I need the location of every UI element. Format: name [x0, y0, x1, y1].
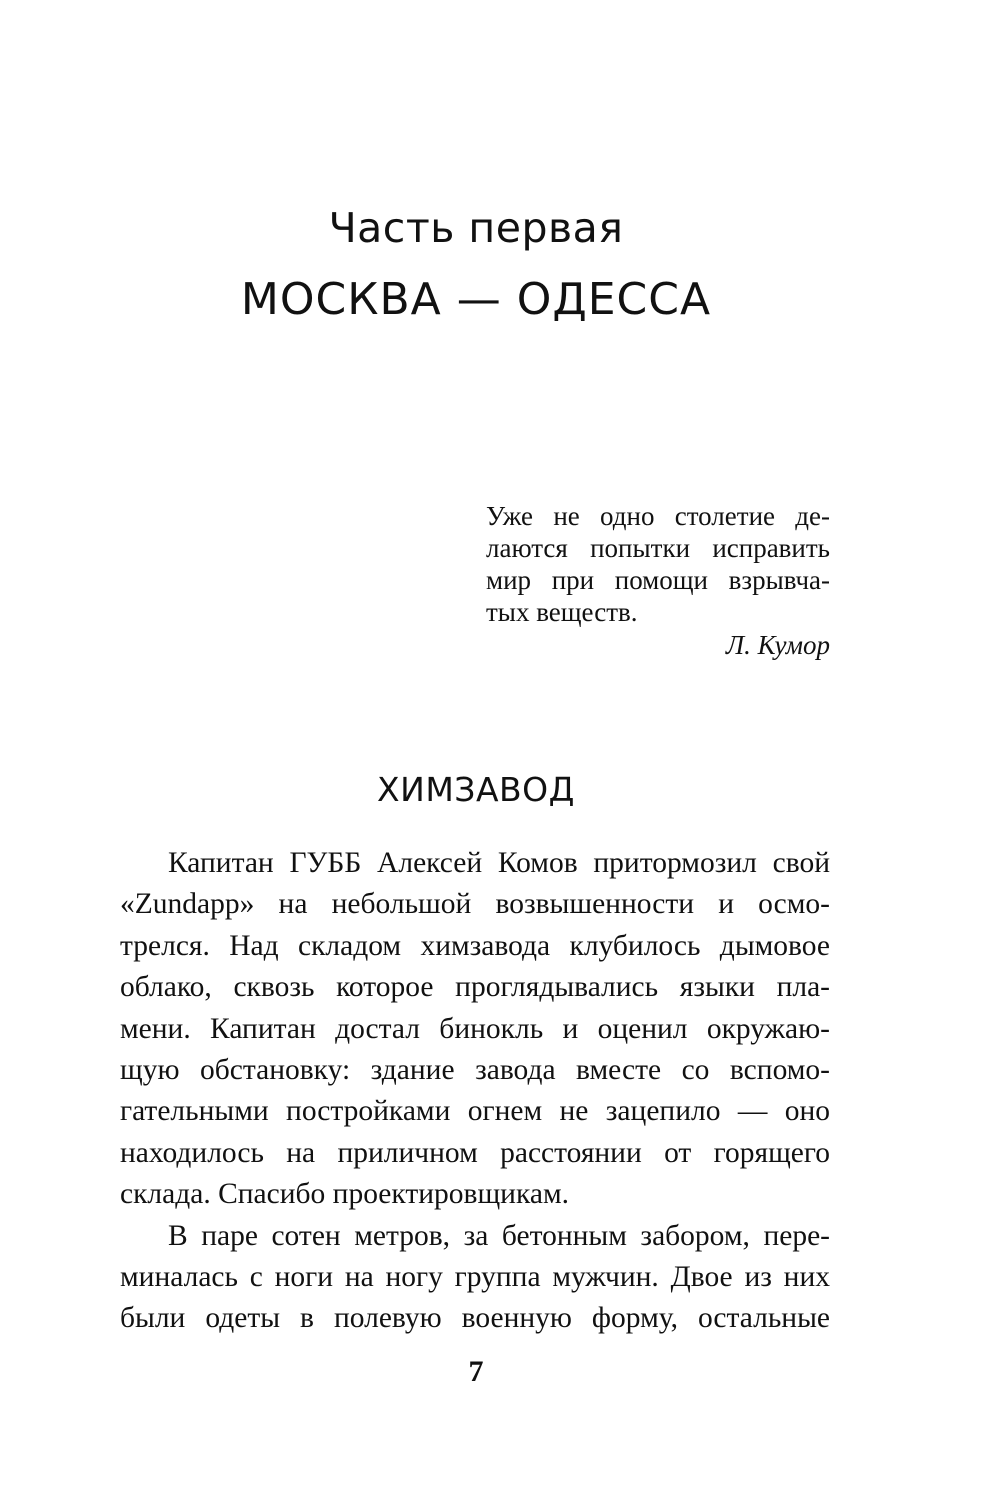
part-subtitle: МОСКВА — ОДЕССА: [240, 274, 712, 325]
epigraph: [486, 500, 830, 661]
text-line: В паре сотен метров, за бетонным забором, пере-: [168, 1219, 830, 1252]
text-line: облако, сквозь которое проглядывались языки пла-: [120, 971, 830, 1004]
text-line: «Zundapp» на небольшой возвышенности и осмо-: [120, 888, 830, 921]
part-title: Часть первая: [328, 204, 624, 252]
epigraph-line: Уже не одно столетие де-: [486, 501, 830, 531]
paragraph-1: [120, 843, 830, 1216]
epigraph-line: мир при помощи взрывча-: [486, 565, 830, 595]
epigraph-author: Л. Кумор: [725, 630, 830, 660]
text-line: Капитан ГУББ Алексей Комов притормозил свой: [168, 847, 830, 879]
text-line: щую обстановку: здание завода вместе со вспомо-: [120, 1054, 830, 1087]
epigraph-line: тых веществ.: [486, 597, 638, 627]
text-line: миналась с ноги на ногу группа мужчин. Двое из них: [120, 1261, 830, 1294]
body-text: [120, 843, 830, 1340]
text-line: гательными постройками огнем не зацепило — оно: [120, 1095, 830, 1128]
text-line: были одеты в полевую военную форму, остальные: [120, 1302, 830, 1335]
chapter-title: ХИМЗАВОД: [377, 770, 575, 809]
text-line: мени. Капитан достал бинокль и оценил окружаю-: [120, 1012, 830, 1045]
paragraph-2: [120, 1216, 830, 1340]
text-line: находилось на приличном расстоянии от горящего: [120, 1136, 830, 1169]
page-number: 7: [468, 1355, 484, 1388]
text-line: трелся. Над складом химзавода клубилось дымовое: [120, 929, 830, 962]
epigraph-line: лаются попытки исправить: [486, 533, 830, 563]
text-line: склада. Спасибо проектировщикам.: [120, 1178, 569, 1211]
